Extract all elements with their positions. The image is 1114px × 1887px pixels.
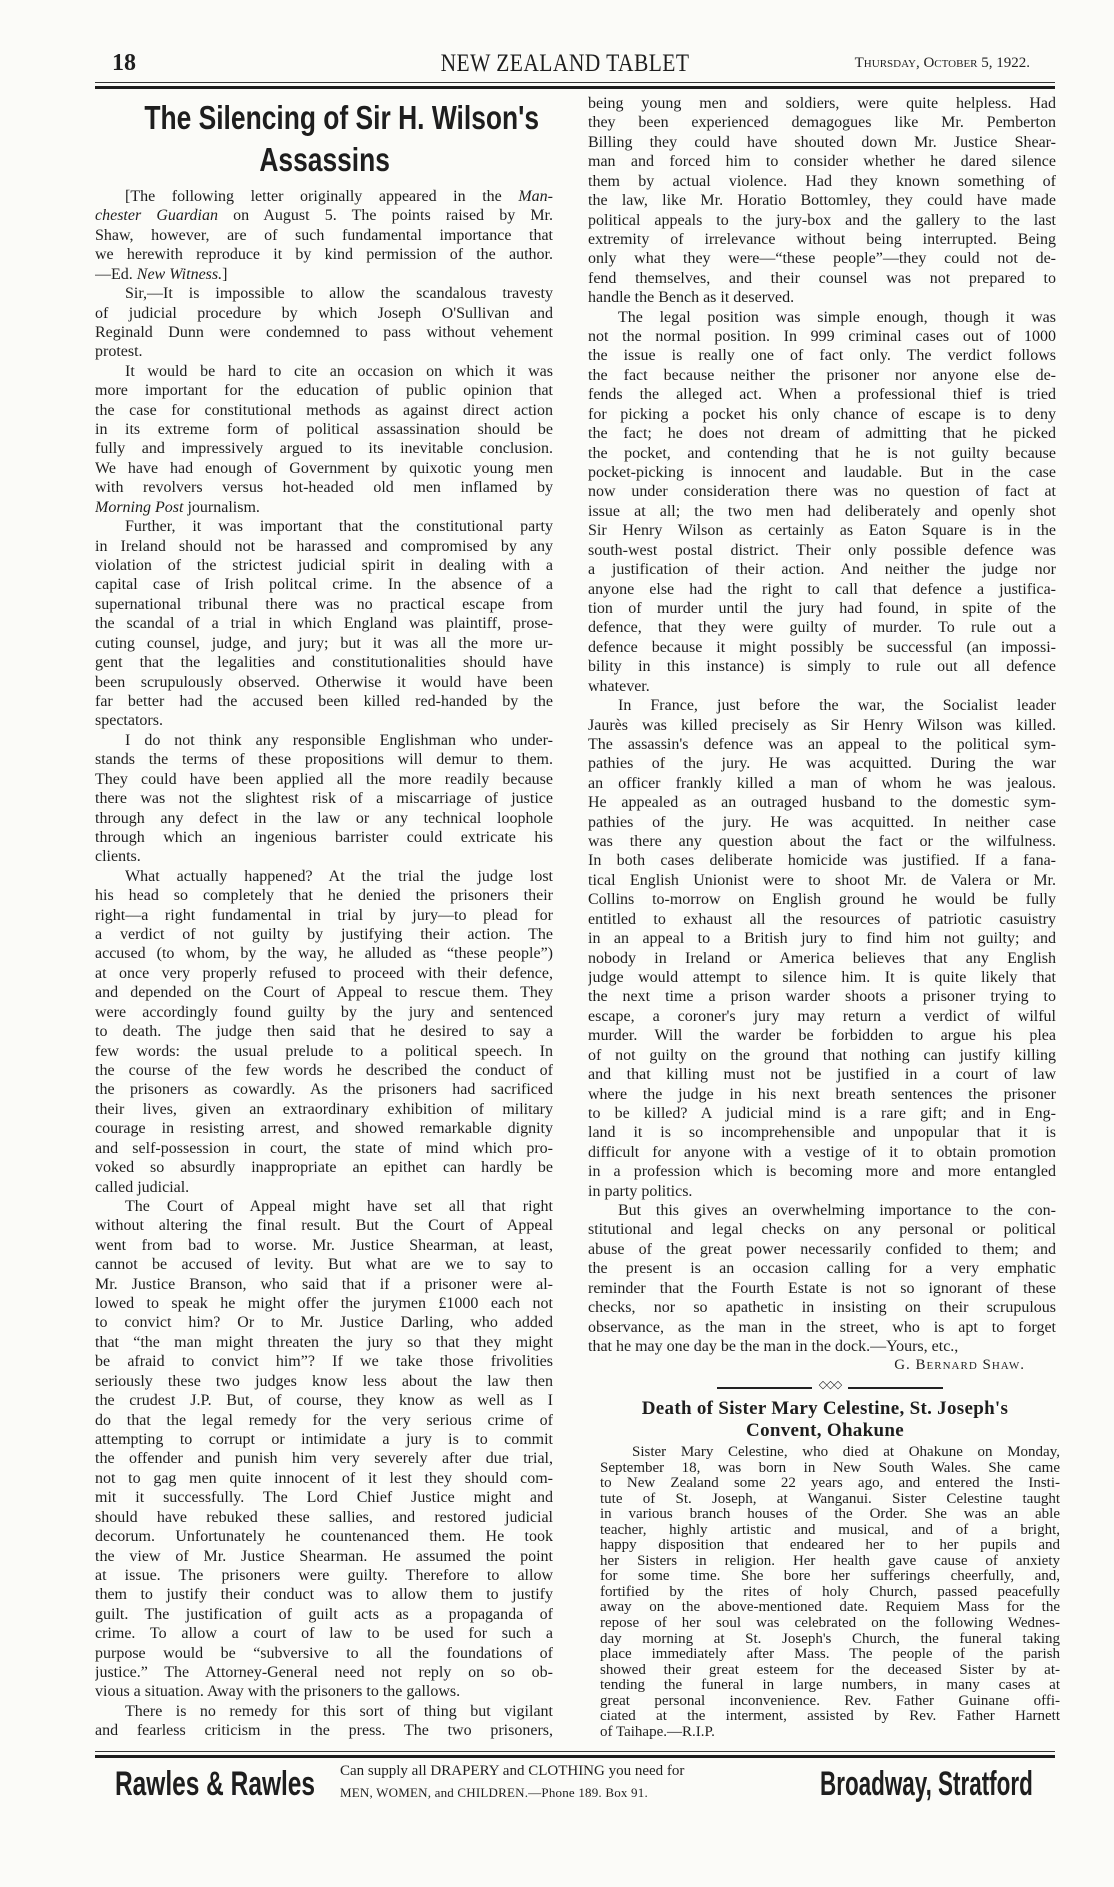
text-line: the prisoners as cowardly. As the prisoners had sacrificed	[95, 1081, 553, 1099]
text-line: clients.	[95, 848, 141, 866]
ad-business-name: Rawles & Rawles	[115, 1765, 316, 1803]
text-line: In France, just before the war, the Socialist leader	[618, 697, 1056, 715]
obituary-title-line: Convent, Ohakune	[746, 1420, 904, 1441]
text-line: and depended on the Court of Appeal to rescue them. They	[95, 984, 553, 1002]
text-line: through any defect in the law or any technical loophole	[95, 809, 553, 827]
obituary-title-line: Death of Sister Mary Celestine, St. Joseph's	[641, 1398, 1009, 1419]
text-line: gent that the legalities and constitutionalities should have	[95, 654, 553, 672]
text-line: in a profession which is becoming more and more entangled	[588, 1163, 1056, 1181]
text-line: seriously these two judges know less about the law then	[95, 1372, 553, 1390]
header-rule-thin	[95, 82, 1055, 83]
text-line: to death. The judge then said that he desired to say a	[95, 1023, 553, 1041]
text-line: at once very properly refused to proceed with their defence,	[95, 964, 553, 982]
italic-text: New Witness.	[136, 265, 223, 283]
text-line: were accordingly found guilty by the jury and sentenced	[95, 1003, 553, 1021]
text-line: them by actual violence. Had they known something of	[588, 172, 1056, 190]
text-line: lowed to speak he might offer the jurymen £1000 each not	[95, 1295, 553, 1313]
text-line: defence, that they were guilty of murder. To rule out a	[588, 619, 1056, 637]
text-line: checks, nor so apathetic in insisting on their scrupulous	[588, 1299, 1056, 1317]
text-line: Further, it was important that the constitutional party	[125, 518, 553, 536]
text-line: spectators.	[95, 712, 163, 730]
text-line: Shaw, however, are of such fundamental importance that	[95, 226, 553, 244]
text-line: of judicial procedure by which Joseph O'Sullivan and	[95, 304, 553, 322]
ad-copy-line: MEN, WOMEN, and CHILDREN.—Phone 189. Box 91.	[340, 1785, 648, 1800]
text-line: of Taihape.—R.I.P.	[600, 1724, 715, 1740]
text-line: that “the man might threaten the jury so that they might	[95, 1333, 553, 1351]
text-line: attempting to corrupt or intimidate a jury is to commit	[95, 1431, 553, 1448]
text-line: Jaurès was killed precisely as Sir Henry Wilson was killed.	[588, 716, 1056, 734]
text-line: guilt. The justification of guilt acts as a propaganda of	[95, 1605, 553, 1623]
text-line: day morning at St. Joseph's Church, the funeral taking	[600, 1631, 1060, 1647]
text-line: the next time a prison warder shoots a prisoner trying to	[588, 988, 1056, 1006]
text-line: south-west postal district. Their only possible defence was	[588, 541, 1056, 559]
text-line: her Sisters in religion. Her health gave cause of anxiety	[600, 1553, 1060, 1569]
text-line: the offender and punish him very severely after due trial,	[95, 1450, 553, 1468]
text-line: We have had enough of Government by quixotic young men	[95, 459, 553, 477]
text-line: a verdict of not guilty by justifying their action. The	[95, 926, 553, 944]
text-line: that he may one day be the man in the dock.—Yours, etc.,	[588, 1338, 959, 1355]
text-line: anyone else had the right to call that defence a justifica-	[588, 580, 1056, 598]
text-line: repose of her soul was celebrated on the following Wednes-	[600, 1616, 1060, 1632]
text-line: be afraid to convict him”? If we take those frivolities	[95, 1353, 553, 1371]
article-title-line: Assassins	[259, 141, 391, 178]
text-line: went from bad to worse. Mr. Justice Shearman, at least,	[95, 1236, 553, 1254]
text-line: crime. To allow a court of law to be used for such a	[95, 1625, 553, 1643]
ad-copy	[340, 1760, 800, 1804]
text-line: But this gives an overwhelming importance to the con-	[618, 1202, 1056, 1220]
text-line: not to gag men quite innocent of it lest they should com-	[95, 1469, 553, 1487]
divider-line	[848, 1387, 943, 1389]
text-line: away on the above-mentioned date. Requiem Mass for the	[600, 1600, 1060, 1616]
text-line: Reginald Dunn were condemned to pass without vehement	[95, 323, 553, 341]
text-line: and self-possession in court, the state of mind which pro-	[95, 1139, 553, 1157]
text-line: violation of the strictest judicial spirit in dealing with a	[95, 557, 553, 575]
text-line: the scandal of a trial in which England was plaintiff, prose-	[95, 615, 553, 633]
text-line: being young men and soldiers, were quite helpless. Had	[588, 95, 1056, 112]
text-line: and fearless criticism in the press. The two prisoners,	[95, 1722, 553, 1740]
text-line: the law, like Mr. Horatio Bottomley, they could have made	[588, 192, 1056, 210]
text-line: right—a right fundamental in trial by jury—to plead for	[95, 906, 553, 924]
text-line: Morning Post journalism.	[95, 498, 260, 516]
text-line: The legal position was simple enough, though it was	[618, 308, 1056, 326]
text-line: vious a situation. Away with the prisoners to the gallows.	[95, 1683, 461, 1701]
text-line: happy disposition that endeared her to her pupils and	[600, 1538, 1060, 1554]
diamond-ornament-icon: ◇◇◇	[818, 1378, 842, 1391]
text-line: escape, a coroner's jury may return a verdict of wilful	[588, 1007, 1056, 1025]
text-line: there was not the slightest risk of a miscarriage of justice	[95, 790, 553, 808]
page-number: 18	[112, 50, 136, 76]
divider-line	[717, 1387, 812, 1389]
text-line: through which an ingenious barrister could extricate his	[95, 828, 553, 846]
text-line: decorum. Unfortunately he countenanced them. He took	[95, 1528, 553, 1546]
text-line: tical English Unionist were to shoot Mr. de Valera or Mr.	[588, 871, 1056, 889]
text-line: tion of murder until the jury had found, in spite of the	[588, 599, 1056, 617]
text-line: What actually happened? At the trial the judge lost	[125, 867, 553, 885]
text-line: great personal inconvenience. Rev. Father Guinane offi-	[600, 1693, 1060, 1709]
text-line: the issue is really one of fact only. The verdict follows	[588, 347, 1056, 365]
text-line: the fact; he does not dream of admitting that he picked	[588, 425, 1056, 443]
text-line: a justification of their action. And neither the judge nor	[588, 561, 1056, 579]
text-line: been scrupulously observed. Otherwise it would have been	[95, 673, 553, 691]
text-line: only what they were—“these people”—they could not de-	[588, 250, 1056, 268]
text-line: we herewith reproduce it by kind permission of the author.	[95, 246, 553, 264]
text-line: entitled to exhaust all the resources of patriotic casuistry	[588, 910, 1056, 928]
text-line: purpose would be “subversive to all the foundations of	[95, 1644, 553, 1662]
text-line: stitutional and legal checks on any personal or political	[588, 1221, 1056, 1239]
text-line: do that the legal remedy for the very serious crime of	[95, 1411, 553, 1429]
text-line: handle the Bench as it deserved.	[588, 289, 795, 307]
text-line: [The following letter originally appeared in the Man-	[125, 188, 553, 205]
text-line: teacher, highly artistic and musical, and of a bright,	[600, 1522, 1060, 1538]
text-line: them to justify their conduct was to allow them to justify	[95, 1586, 553, 1604]
text-line: now under consideration there was no question of fact at	[588, 483, 1056, 501]
author-signature: G. Bernard Shaw.	[894, 1357, 1025, 1373]
text-line: not the normal position. In 999 criminal cases out of 1000	[588, 328, 1056, 346]
footer-rule-thick	[95, 1755, 1055, 1758]
text-line: for some time. She bore her sufferings cheerfully, and,	[600, 1569, 1060, 1585]
text-line: man and forced him to consider whether he dared silence	[588, 153, 1056, 171]
text-line: the course of the few words he described the conduct of	[95, 1061, 553, 1079]
ad-location: Broadway, Stratford	[820, 1765, 1033, 1803]
text-line: pathies of the jury. He was acquitted. In neither case	[588, 813, 1056, 831]
footer-rule-thin	[95, 1751, 1055, 1752]
text-line: in its extreme form of political assassination should be	[95, 421, 553, 439]
text-line: place immediately after Mass. The people of the parish	[600, 1647, 1060, 1663]
text-line: the case for constitutional methods as against direct action	[95, 401, 553, 419]
text-line: murder. Will the warder be forbidden to argue his plea	[588, 1027, 1056, 1045]
article-column-2	[588, 94, 1056, 1356]
text-line: showed their great esteem for the deceased Sister by at-	[600, 1662, 1060, 1678]
text-line: the pocket, and contending that he is not guilty because	[588, 444, 1056, 462]
text-line: accused (to whom, by the way, he alluded as “these people”)	[95, 945, 553, 963]
text-line: issue at all; the two men had deliberately and openly shot	[588, 502, 1056, 520]
text-line: There is no remedy for this sort of thing but vigilant	[125, 1702, 553, 1720]
text-line: their lives, given an extraordinary exhibition of military	[95, 1100, 553, 1118]
text-line: Sir,—It is impossible to allow the scandalous travesty	[125, 285, 553, 303]
article-title-line: The Silencing of Sir H. Wilson's	[144, 99, 540, 136]
text-line: extremity of irrelevance without being interrupted. Being	[588, 230, 1056, 248]
text-line: Sir Henry Wilson as certainly as Eaton Square is in the	[588, 522, 1056, 540]
text-line: pathies of the jury. He was acquitted. During the war	[588, 755, 1056, 773]
text-line: defence because it might possibly be successful (an impossi-	[588, 638, 1056, 656]
article-title	[95, 97, 555, 181]
text-line: abuse of the great power necessarily confided to them; and	[588, 1240, 1056, 1258]
text-line: nobody in Ireland or America believes that any English	[588, 949, 1056, 967]
header-rule-thick	[95, 86, 1055, 89]
italic-text: chester Guardian	[95, 207, 218, 225]
text-line: and that killing must not be justified in a court of law	[588, 1066, 1056, 1084]
text-line: fortified by the rites of holy Church, passed peacefully	[600, 1584, 1060, 1600]
text-line: I do not think any responsible Englishman who under-	[125, 731, 553, 749]
text-line: observance, as the man in the street, who is apt to forget	[588, 1318, 1056, 1336]
text-line: —Ed. New Witness.]	[95, 265, 228, 283]
text-line: Sister Mary Celestine, who died at Ohakune on Monday,	[632, 1445, 1060, 1460]
text-line: Collins to-morrow on English ground he would be fully	[588, 891, 1056, 909]
text-line: in an appeal to a British jury to find him not guilty; and	[588, 930, 1056, 948]
text-line: Billing they could have shouted down Mr. Justice Shear-	[588, 133, 1056, 151]
text-line: more important for the education of public opinion that	[95, 382, 553, 400]
text-line: The assassin's defence was an appeal to the political sym-	[588, 735, 1056, 753]
text-line: difficult for anyone with a vestige of it to obtain promotion	[588, 1143, 1056, 1161]
text-line: the view of Mr. Justice Shearman. He assumed the point	[95, 1547, 553, 1565]
italic-text: Morning Post	[95, 498, 184, 516]
text-line: should have rebuked these sallies, and restored judicial	[95, 1508, 553, 1526]
text-line: cannot be accused of levity. But what are we to say to	[95, 1256, 553, 1274]
text-line: an officer frankly killed a man of whom he was jealous.	[588, 774, 1056, 792]
text-line: in various branch houses of the Order. She was an able	[600, 1507, 1060, 1523]
text-line: protest.	[95, 343, 143, 361]
text-line: few words: the usual prelude to a political speech. In	[95, 1042, 553, 1060]
text-line: judge would attempt to silence him. It is quite likely that	[588, 968, 1056, 986]
text-line: the fact because neither the prisoner nor anyone else de-	[588, 366, 1056, 384]
text-line: whatever.	[588, 677, 650, 695]
text-line: tending the funeral in large numbers, in many cases at	[600, 1678, 1060, 1694]
text-line: The Court of Appeal might have set all that right	[125, 1197, 553, 1215]
text-line: Mr. Justice Branson, who said that if a prisoner were al-	[95, 1275, 553, 1293]
text-line: cuting counsel, judge, and jury; but it was all the more ur-	[95, 634, 553, 652]
obituary-title	[590, 1398, 1060, 1442]
text-line: where the judge in his next breath sentences the prisoner	[588, 1085, 1056, 1103]
text-line: fends the alleged act. When a professional thief is tried	[588, 386, 1056, 404]
text-line: land it is so incomprehensible and unpopular that it is	[588, 1124, 1056, 1142]
text-line: they been experienced demagogues like Mr. Pemberton	[588, 114, 1056, 132]
text-line: ciated at the interment, assisted by Rev. Father Harnett	[600, 1709, 1060, 1725]
text-line: In both cases deliberate homicide was justified. If a fana-	[588, 852, 1056, 870]
text-line: was there any question about the fact or the wilfulness.	[588, 833, 1056, 851]
text-line: of not guilty on the ground that nothing can justify killing	[588, 1046, 1056, 1064]
text-line: pocket-picking is innocent and laudable. But in the case	[588, 464, 1056, 482]
text-line: reminder that the Fourth Estate is not so ignorant of these	[588, 1279, 1056, 1297]
text-line: political appeals to the jury-box and the gallery to the last	[588, 211, 1056, 229]
text-line: to be killed? A judicial mind is a rare gift; and in Eng-	[588, 1104, 1056, 1122]
text-line: for picking a pocket his only chance of escape is to deny	[588, 405, 1056, 423]
issue-date: Thursday, October 5, 1922.	[854, 55, 1030, 71]
text-line: chester Guardian on August 5. The points raised by Mr.	[95, 207, 553, 225]
ad-copy-line: Can supply all DRAPERY and CLOTHING you need for	[340, 1763, 685, 1779]
section-divider-ornament	[717, 1380, 943, 1394]
text-line: courage in resisting arrest, and showed remarkable dignity	[95, 1120, 553, 1138]
text-line: bility in this instance) is simply to rule out all defence	[588, 658, 1056, 676]
text-line: at issue. The prisoners were guilty. Therefore to allow	[95, 1566, 553, 1584]
text-line: in Ireland should not be harassed and compromised by any	[95, 537, 553, 555]
text-line: his head so completely that he denied the prisoners their	[95, 887, 553, 905]
publication-title: NEW ZEALAND TABLET	[440, 50, 690, 77]
text-line: called judicial.	[95, 1178, 190, 1196]
text-line: far better had the accused been killed red-handed by the	[95, 692, 553, 710]
text-line: the crudest J.P. But, of course, they know as well as I	[95, 1392, 553, 1410]
text-line: to New Zealand some 22 years ago, and entered the Insti-	[600, 1476, 1060, 1492]
text-line: It would be hard to cite an occasion on which it was	[125, 362, 553, 380]
text-line: fend themselves, and their counsel was not prepared to	[588, 269, 1056, 287]
text-line: mit it successfully. The Lord Chief Justice might and	[95, 1489, 553, 1507]
text-line: September 18, was born in New South Wales. She came	[600, 1460, 1060, 1476]
text-line: voked so absurdly inappropriate an epithet can hardly be	[95, 1159, 553, 1177]
text-line: tute of St. Joseph, at Wanganui. Sister Celestine taught	[600, 1491, 1060, 1507]
text-line: justice.” The Attorney-General need not reply on so ob-	[95, 1664, 553, 1682]
text-line: to convict him? Or to Mr. Justice Darling, who added	[95, 1314, 553, 1332]
article-column-1	[95, 187, 553, 1741]
text-line: without altering the final result. But the Court of Appeal	[95, 1217, 553, 1235]
text-line: supernational tribunal there was no practical escape from	[95, 595, 553, 613]
text-line: They could have been applied all the more readily because	[95, 770, 553, 788]
text-line: the present is an occasion calling for a very emphatic	[588, 1260, 1056, 1278]
text-line: in party politics.	[588, 1182, 693, 1200]
text-line: with revolvers versus hot-headed old men inflamed by	[95, 479, 553, 497]
text-line: capital case of Irish politcal crime. In the absence of a	[95, 576, 553, 594]
text-line: stands the terms of these propositions will demur to them.	[95, 751, 553, 769]
text-line: fully and impressively argued to its inevitable conclusion.	[95, 440, 553, 458]
obituary-body	[600, 1445, 1060, 1740]
text-line: He appealed as an outraged husband to the domestic sym-	[588, 794, 1056, 812]
italic-text: Man-	[518, 188, 553, 205]
